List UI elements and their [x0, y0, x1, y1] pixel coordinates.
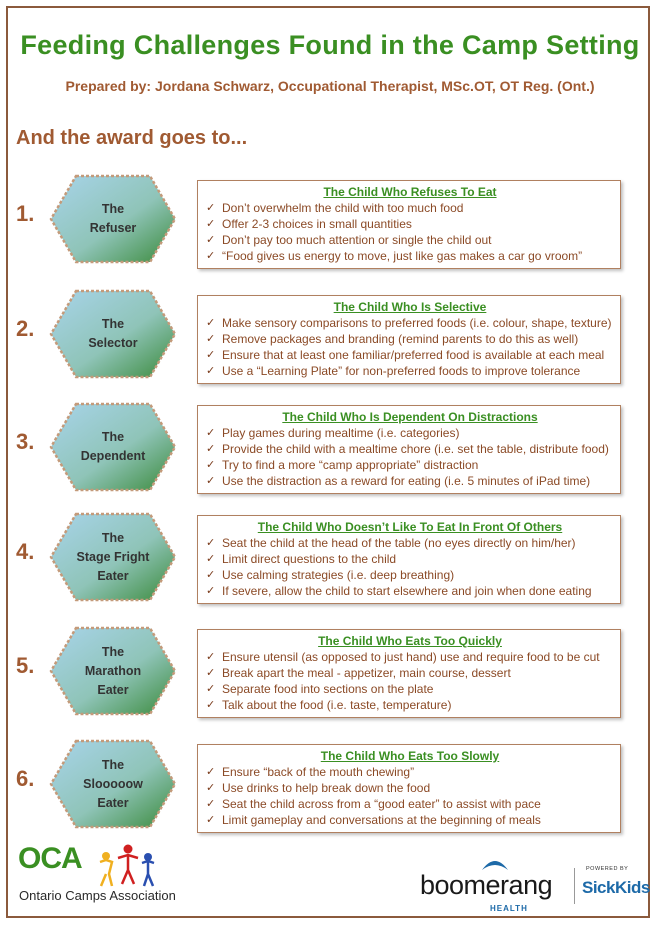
tip-item	[206, 441, 614, 457]
award-hexagon	[48, 401, 178, 493]
oca-name: Ontario Camps Association	[19, 888, 176, 903]
tip-item	[206, 780, 614, 796]
tips-list	[206, 535, 614, 599]
tip-text: If severe, allow the child to start elsewhere and join when done eating	[222, 584, 592, 598]
tip-item	[206, 473, 614, 489]
checkmark-icon: ✓	[206, 667, 216, 679]
tips-list	[206, 764, 614, 828]
tips-list	[206, 649, 614, 713]
tip-text: Play games during mealtime (i.e. categories)	[222, 426, 460, 440]
tip-text: Ensure “back of the mouth chewing”	[222, 765, 415, 779]
checkmark-icon: ✓	[206, 349, 216, 361]
checkmark-icon: ✓	[206, 202, 216, 214]
award-number: 3.	[16, 429, 35, 454]
tip-text: Seat the child across from a “good eater” to assist with pace	[222, 797, 541, 811]
award-title: The Marathon Eater	[84, 644, 142, 697]
tip-item	[206, 764, 614, 780]
tip-item	[206, 457, 614, 473]
award-row	[0, 625, 660, 725]
tips-list	[206, 315, 614, 379]
tips-box	[197, 515, 621, 604]
tip-text: Limit gameplay and conversations at the beginning of meals	[222, 813, 541, 827]
tip-item	[206, 812, 614, 828]
award-row	[0, 288, 660, 388]
tips-box	[197, 744, 621, 833]
tip-text: Break apart the meal - appetizer, main course, dessert	[222, 666, 511, 680]
tip-item	[206, 216, 614, 232]
checkmark-icon: ✓	[206, 333, 216, 345]
tip-text: Make sensory comparisons to preferred foods (i.e. colour, shape, texture)	[222, 316, 612, 330]
tip-text: Use the distraction as a reward for eating (i.e. 5 minutes of iPad time)	[222, 474, 591, 488]
tip-text: Seat the child at the head of the table (no eyes directly on him/her)	[222, 536, 576, 550]
tip-item	[206, 551, 614, 567]
tip-item	[206, 331, 614, 347]
checkmark-icon: ✓	[206, 218, 216, 230]
tip-item	[206, 796, 614, 812]
checkmark-icon: ✓	[206, 569, 216, 581]
tip-text: Offer 2-3 choices in small quantities	[222, 217, 412, 231]
checkmark-icon: ✓	[206, 699, 216, 711]
checkmark-icon: ✓	[206, 250, 216, 262]
tips-box	[197, 180, 621, 269]
tip-text: Use calming strategies (i.e. deep breathing)	[222, 568, 455, 582]
tip-item	[206, 347, 614, 363]
tips-heading: The Child Who Doesn’t Like To Eat In Front Of Others	[257, 520, 563, 534]
tips-heading: The Child Who Refuses To Eat	[323, 185, 497, 199]
tip-text: Don’t overwhelm the child with too much food	[222, 201, 464, 215]
checkmark-icon: ✓	[206, 782, 216, 794]
award-hexagon	[48, 511, 178, 603]
checkmark-icon: ✓	[206, 585, 216, 597]
tips-box	[197, 629, 621, 718]
award-hexagon	[48, 625, 178, 717]
tip-item	[206, 583, 614, 599]
checkmark-icon: ✓	[206, 234, 216, 246]
checkmark-icon: ✓	[206, 766, 216, 778]
checkmark-icon: ✓	[206, 537, 216, 549]
logo-divider	[574, 868, 575, 904]
checkmark-icon: ✓	[206, 475, 216, 487]
award-title: The Slooooow Eater	[83, 757, 143, 810]
tip-text: Separate food into sections on the plate	[222, 682, 434, 696]
tip-item	[206, 535, 614, 551]
page-subtitle: Prepared by: Jordana Schwarz, Occupational Therapist, MSc.OT, OT Reg. (Ont.)	[65, 78, 595, 94]
tips-heading: The Child Who Eats Too Quickly	[318, 634, 502, 648]
tips-box	[197, 295, 621, 384]
award-hexagon	[48, 738, 178, 830]
tips-box	[197, 405, 621, 494]
award-number: 4.	[16, 539, 35, 564]
checkmark-icon: ✓	[206, 365, 216, 377]
checkmark-icon: ✓	[206, 651, 216, 663]
tip-text: Ensure that at least one familiar/preferred food is available at each meal	[222, 348, 605, 362]
checkmark-icon: ✓	[206, 683, 216, 695]
award-hexagon	[48, 288, 178, 380]
checkmark-icon: ✓	[206, 317, 216, 329]
award-title: The Selector	[88, 317, 138, 350]
tip-text: Limit direct questions to the child	[222, 552, 397, 566]
boomerang-logo	[420, 852, 650, 912]
award-row	[0, 401, 660, 501]
tip-text: Provide the child with a mealtime chore (i.e. set the table, distribute food)	[222, 442, 609, 456]
checkmark-icon: ✓	[206, 553, 216, 565]
tip-item	[206, 248, 614, 264]
checkmark-icon: ✓	[206, 814, 216, 826]
sickkids-logo: SickKids	[582, 878, 650, 897]
tip-item	[206, 315, 614, 331]
tip-item	[206, 363, 614, 379]
award-title: The Dependent	[80, 430, 146, 463]
page-title: Feeding Challenges Found in the Camp Setting	[20, 30, 640, 60]
award-row	[0, 738, 660, 838]
tip-text: Remove packages and branding (remind parents to do this as well)	[222, 332, 579, 346]
tip-text: Talk about the food (i.e. taste, temperature)	[222, 698, 452, 712]
checkmark-icon: ✓	[206, 459, 216, 471]
tip-item	[206, 232, 614, 248]
tip-text: Try to find a more “camp appropriate” distraction	[222, 458, 479, 472]
award-title: The Stage Fright Eater	[76, 530, 150, 583]
tip-text: Use drinks to help break down the food	[222, 781, 431, 795]
tip-item	[206, 681, 614, 697]
award-number: 1.	[16, 201, 35, 226]
tips-list	[206, 425, 614, 489]
tip-item	[206, 649, 614, 665]
tip-text: Don’t pay too much attention or single the child out	[222, 233, 492, 247]
tip-text: “Food gives us energy to move, just like gas makes a car go vroom”	[222, 249, 583, 263]
award-heading: And the award goes to...	[16, 127, 248, 149]
oca-logo-text: OCA	[18, 842, 82, 875]
tip-item	[206, 697, 614, 713]
award-number: 5.	[16, 653, 35, 678]
checkmark-icon: ✓	[206, 798, 216, 810]
tips-list	[206, 200, 614, 264]
tips-heading: The Child Who Is Selective	[333, 300, 487, 314]
tip-item	[206, 665, 614, 681]
tip-text: Ensure utensil (as opposed to just hand) use and require food to be cut	[222, 650, 600, 664]
powered-by-label: POWERED BY	[586, 866, 629, 872]
boomerang-wordmark: boomerang	[420, 870, 553, 900]
award-row	[0, 511, 660, 611]
tips-heading: The Child Who Is Dependent On Distractions	[282, 410, 538, 424]
tip-item	[206, 200, 614, 216]
award-hexagon	[48, 173, 178, 265]
award-title: The Refuser	[89, 202, 137, 235]
tip-item	[206, 425, 614, 441]
tip-text: Use a “Learning Plate” for non-preferred foods to improve tolerance	[222, 364, 581, 378]
tip-item	[206, 567, 614, 583]
award-number: 2.	[16, 316, 35, 341]
boomerang-health-label: HEALTH	[490, 904, 528, 913]
award-number: 6.	[16, 766, 35, 791]
checkmark-icon: ✓	[206, 427, 216, 439]
checkmark-icon: ✓	[206, 443, 216, 455]
oca-people-icon	[96, 844, 166, 888]
tips-heading: The Child Who Eats Too Slowly	[320, 749, 500, 763]
award-row	[0, 173, 660, 273]
